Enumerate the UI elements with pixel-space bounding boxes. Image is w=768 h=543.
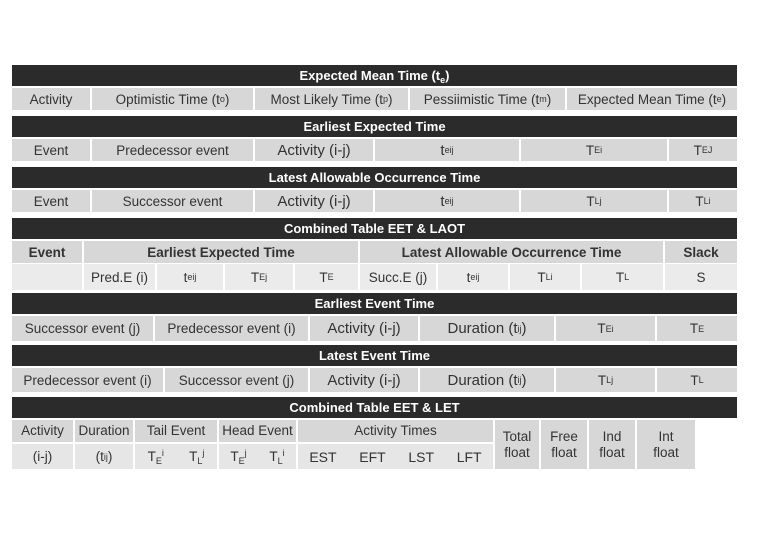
combined-eet-let-header [12,397,737,418]
est-label: EST [309,448,337,465]
sub: p [383,94,389,104]
sub: L [698,375,704,385]
label: Duration [78,423,130,438]
header-text: Earliest Expected Time [303,119,446,134]
label: Ind [602,428,622,444]
cell-times-sub [298,444,493,469]
header-sub: e [440,75,446,85]
close: ) [107,448,113,464]
cell-event [12,190,92,212]
sup: ij [475,272,480,282]
sup: j [265,272,268,282]
sup: J [707,145,713,155]
sub: o [219,94,225,104]
label: Int [658,428,674,444]
cell-activity [310,316,420,341]
label: Successor event (j) [178,372,295,388]
cell-duration [420,368,556,392]
label: Event [33,193,69,209]
cell-TL [582,264,665,290]
label: Total [502,428,532,444]
sub: E [698,323,705,334]
sub: L [594,196,600,206]
label: T [597,321,606,336]
cell-te2 [438,264,510,290]
expected-mean-time-header [12,65,737,86]
tail-TE [148,445,164,469]
earliest-expected-time-header [12,116,737,137]
head-TL [269,445,284,469]
label: Expected Mean Time (t [577,91,717,107]
sub: E [594,145,601,155]
cell-activity [12,420,73,442]
cell-TE-i [521,139,669,161]
sup: ij [517,375,522,385]
header-text: Combined Table EET & LAOT [283,221,466,236]
close: ) [224,91,230,107]
cell-int-float [637,420,695,469]
label: t [440,141,445,159]
cell-S [665,264,737,290]
cell-pessimistic [410,88,567,110]
cell-TE-j [225,264,295,290]
cell-event [12,241,84,263]
sup: i [282,447,285,458]
sub: E [259,272,266,282]
sup: i [708,196,711,206]
sub: E [155,455,162,466]
label-2: float [551,444,577,460]
earliest-expected-time-row [12,139,737,161]
label: T [695,193,704,209]
cell-activity [310,368,420,392]
label-2: float [653,444,679,460]
label: Predecessor event (i) [167,321,296,336]
sub: E [238,455,245,466]
latest-event-time-row [12,368,737,392]
sub: L [624,272,630,282]
cell-TL-j [521,190,669,212]
combined-eet-laot-header [12,218,737,239]
sub: m [539,94,547,104]
sup: ij [517,323,522,334]
tail-TL [189,445,204,469]
cell-tij [75,444,133,469]
sup: j [244,447,247,458]
cell-tail-event [135,420,217,442]
latest-allowable-occurrence-time-header [12,167,737,188]
sub: e [444,196,450,206]
cell-slack [665,241,737,263]
cell-free-float [541,420,587,469]
label: T [250,269,260,285]
earliest-event-time-row [12,316,737,341]
label: S [696,269,706,285]
combined-eet-laot-sub-row [12,264,737,290]
label: Predecessor event (i) [23,372,152,388]
label-2: float [599,444,625,460]
cell-ij [12,444,73,469]
close: ) [546,91,552,107]
lft-label: LFT [456,448,482,465]
cell-event [12,139,92,161]
close: ) [521,320,527,337]
label: t [183,269,188,285]
label: T [597,372,607,388]
sub: E [327,272,334,282]
latest-allowable-occurrence-time-row [12,190,737,212]
sup: i [161,447,164,458]
sub: L [545,272,551,282]
cell-TL-i [669,190,737,212]
label: Latest Allowable Occurrence Time [401,244,622,260]
cell-successor [12,316,155,341]
header-text: Earliest Event Time [314,296,435,311]
label: T [585,142,595,158]
cell-te [375,190,521,212]
cell-most-likely [255,88,410,110]
sup: i [600,145,603,155]
label: T [586,193,595,209]
cell-TL [657,368,737,392]
label: Optimistic Time (t [115,91,220,107]
label: Activity [29,91,73,107]
cell-total-float [495,420,539,469]
cell-predecessor [12,368,165,392]
label: Activity (i-j) [277,192,351,210]
label: T [147,448,156,464]
sub: L [277,455,283,466]
cell-head-event [219,420,296,442]
label: t [466,269,471,285]
cell-activity-times [298,420,493,442]
cell-te [375,139,521,161]
sup: i [550,272,553,282]
label: Head Event [222,423,293,438]
header-text: Combined Table EET & LET [289,400,460,415]
label: Activity (i-j) [277,141,351,159]
header-text: Latest Event Time [318,348,431,363]
header-text: Expected Mean Time (t [299,68,441,83]
head-TE [230,445,246,469]
cell-eet-group [84,241,360,263]
sub: E [701,145,708,155]
cell-head-sub [219,444,296,469]
cell-duration [75,420,133,442]
earliest-event-time-header [12,293,737,314]
cell-TE-i [556,316,657,341]
cell-TL-j [556,368,657,392]
label: Activity (i-j) [327,371,401,389]
label: T [537,269,546,285]
expected-mean-time-row [12,88,737,110]
cell-predecessor [155,316,310,341]
label: Event [28,244,66,260]
cell-te [157,264,225,290]
label: Most Likely Time (t [270,91,383,107]
cell-duration [420,316,556,341]
header-close: ) [445,68,450,83]
sup: ij [449,196,454,206]
combined-eet-laot-group-row [12,241,737,263]
label: Activity Times [354,423,437,438]
sub: e [470,272,476,282]
label: Tail Event [146,423,206,438]
sup: j [599,196,602,206]
sub: e [187,272,193,282]
latest-event-time-header [12,345,737,366]
cell-succ [360,264,438,290]
sup: ij [192,272,197,282]
label: T [269,448,278,464]
label: T [230,448,239,464]
cell-TE [295,264,360,290]
label: Event [33,142,69,158]
sup: ij [449,145,454,155]
close: ) [388,91,393,107]
cell-successor [92,190,255,212]
label: Successor event (j) [24,321,141,336]
label: t [440,192,445,210]
sup: ij [103,451,108,462]
label: T [689,321,699,336]
cell-tail-sub [135,444,217,469]
label: T [319,269,328,285]
cell-TL-i [510,264,582,290]
label: T [615,269,625,285]
cell-activity [255,190,375,212]
label: Duration (t [447,320,518,337]
label-2: float [504,444,530,460]
label: Slack [683,244,719,260]
sub: L [606,375,612,385]
label: Free [550,428,578,444]
label: Activity [21,423,64,438]
eft-label: EFT [359,448,386,465]
cell-ind-float [589,420,635,469]
lst-label: LST [408,448,435,465]
label: (i-j) [32,448,53,464]
sup: i [611,323,614,334]
close: ) [721,91,727,107]
sub: E [605,323,612,334]
label: Earliest Expected Time [147,244,295,260]
cell-laot-group [360,241,665,263]
cell-optimistic [92,88,255,110]
label: Activity (i-j) [327,320,401,337]
sub: L [197,455,203,466]
sub: L [703,196,709,206]
label: Succ.E (j) [368,269,428,285]
sup: j [202,447,205,458]
label: T [690,372,699,388]
label: T [189,448,198,464]
combined-eet-let-grid [12,420,737,469]
cell-successor [165,368,310,392]
label: Pred.E (i) [90,269,148,285]
label: (t [95,448,104,464]
sub: e [444,145,450,155]
label: Predecessor event [116,142,229,158]
cell-TE-J [669,139,737,161]
label: Pessiimistic Time (t [423,91,540,107]
close: ) [521,371,527,389]
header-text: Latest Allowable Occurrence Time [268,170,481,185]
sub: e [716,94,722,104]
cell-pred [84,264,157,290]
cell-predecessor [92,139,255,161]
cell-expected [567,88,737,110]
label: T [693,142,702,158]
label: Successor event [122,193,223,209]
cell-blank [12,264,84,290]
cell-activity [12,88,92,110]
label: Duration (t [447,371,518,389]
cell-TE [657,316,737,341]
cell-activity [255,139,375,161]
sup: j [611,375,614,385]
